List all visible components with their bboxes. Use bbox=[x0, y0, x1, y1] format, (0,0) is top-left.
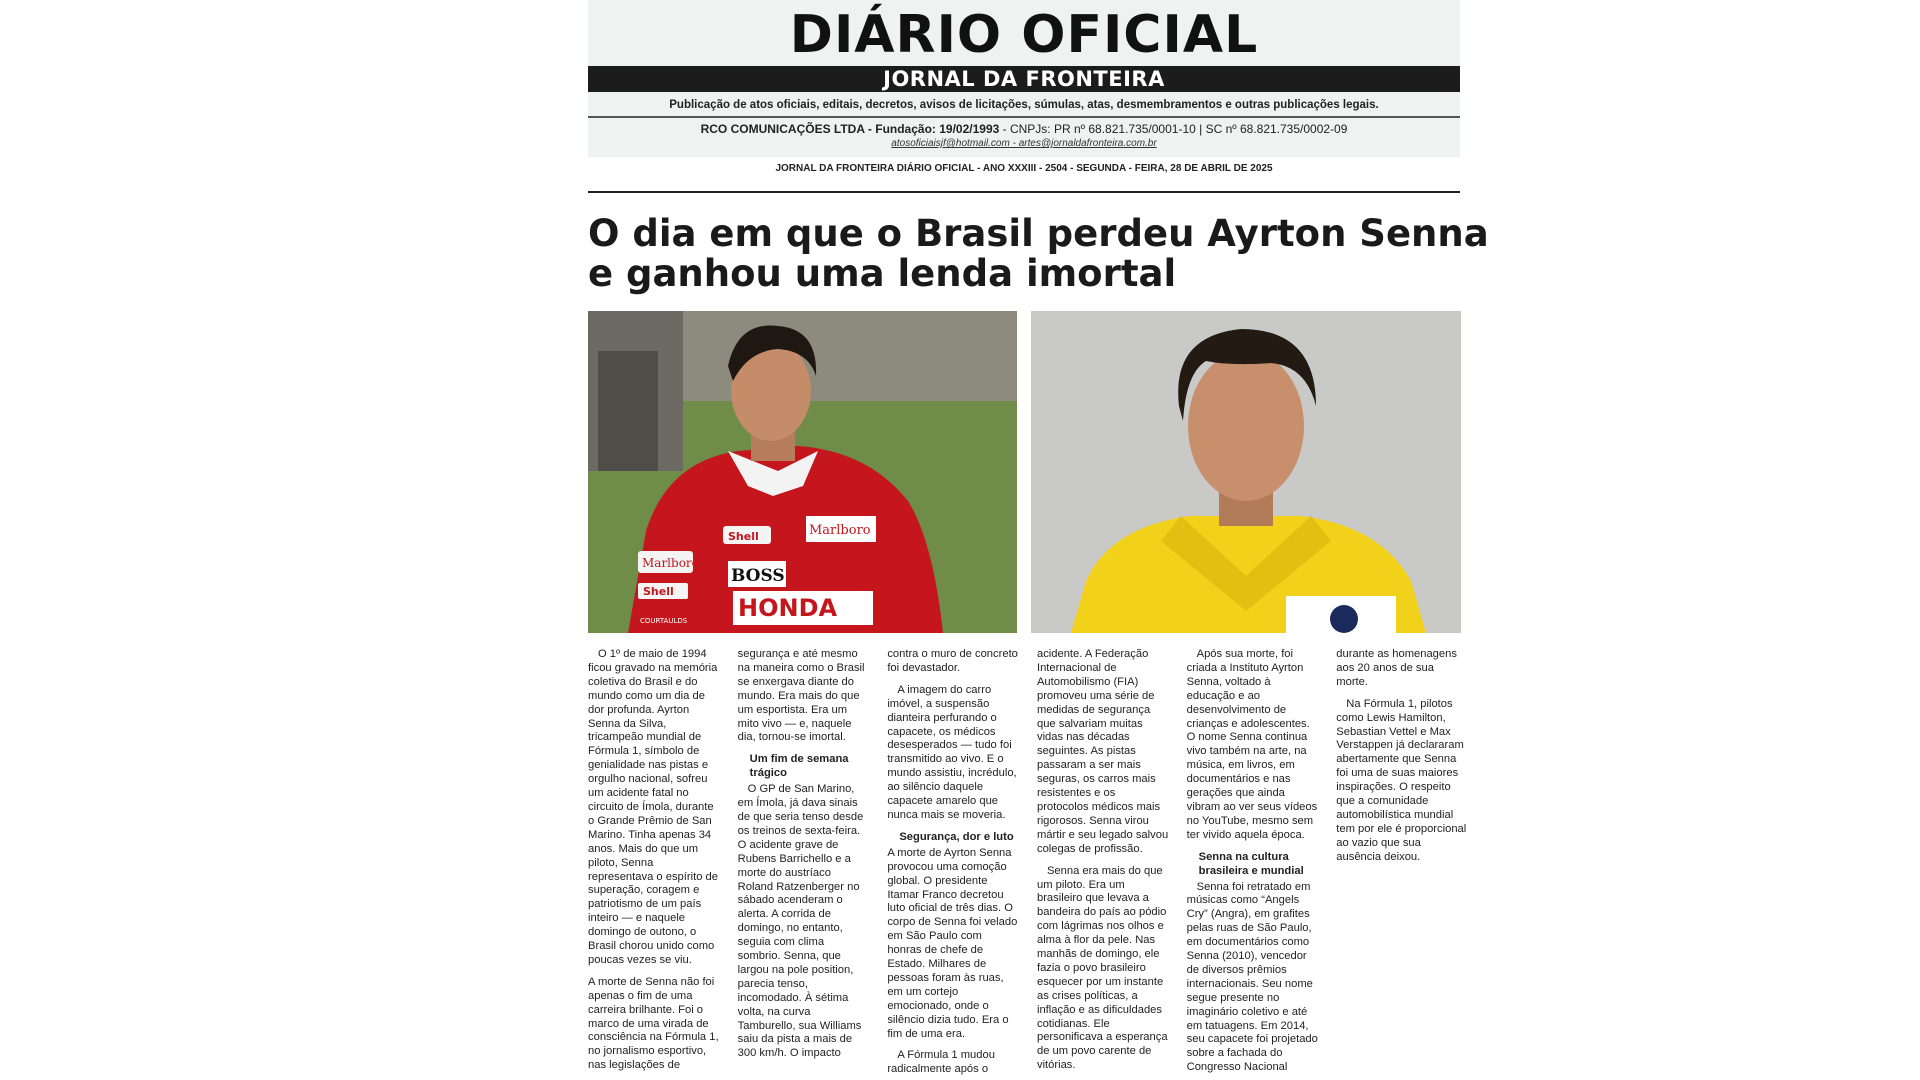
photo-senna-red-suit bbox=[588, 311, 1017, 633]
paragraph: A morte de Ayrton Senna provocou uma comoção global. O presidente Itamar Franco decretou luto oficial de três dias. O corpo de Senna foi velado em São Paulo com honras de chefe de Estado. Milhares de pessoas foram às ruas, em um cortejo emocionado, onde o silêncio dizia tudo. Era o fim de uma era. bbox=[887, 846, 1018, 1040]
masthead-divider bbox=[588, 116, 1460, 118]
paragraph: O GP de San Marino, em Ímola, já dava sinais de que seria tenso desde os treinos de sexta-feira. O acidente grave de Rubens Barrichello e a morte do austríaco Roland Ratzenberger no sábado acenderam o alerta. A corrida de domingo, no entanto, seguia com clima sombrio. Senna, que largou na pole position, parecia tenso, incomodado. À sétima volta, na curva Tamburello, sua Williams saiu da pista a mais de 300 km/h. O impacto contra o muro de concreto foi devastador. bbox=[737, 648, 1018, 1060]
company-line bbox=[588, 122, 1460, 137]
cnpj-numbers: - CNPJs: PR nº 68.821.735/0001-10 | SC nº 68.821.735/0002-09 bbox=[999, 122, 1348, 136]
suit-logo-marlboro-right: Marlboro bbox=[809, 523, 871, 538]
suit-logo-shell-left: Shell bbox=[643, 585, 674, 598]
paragraph: Após sua morte, foi criada a Instituto Ayrton Senna, voltado à educação e ao desenvolvimento de crianças e adolescentes. O nome Senna continua vivo também na arte, na música, em livros, em documentários e nas gerações que ainda vibram ao ver seus vídeos no YouTube, mesmo sem ter vivido aquela época. bbox=[1186, 648, 1318, 841]
publication-line: Publicação de atos oficiais, editais, decretos, avisos de licitações, súmulas, atas, desmembramentos e outras publicações legais. bbox=[669, 99, 1379, 111]
paragraph: Na Fórmula 1, pilotos como Lewis Hamilton, Sebastian Vettel e Max Verstappen já declararam abertamente que Senna foi uma de suas maiores inspirações. O respeito que a comunidade automobilística mundial tem por ele é proporcional ao vazio que sua ausência deixou. bbox=[1336, 697, 1467, 863]
photo-senna-yellow-suit bbox=[1031, 311, 1461, 633]
subheading: Segurança, dor e luto bbox=[899, 830, 1014, 843]
suit-logo-marlboro-left: Marlboro bbox=[642, 556, 699, 570]
issue-line: JORNAL DA FRONTEIRA DIÁRIO OFICIAL - ANO XXXIII - 2504 - SEGUNDA - FEIRA, 28 DE ABRIL DE 2025 bbox=[775, 163, 1273, 174]
article-body bbox=[588, 648, 1468, 1080]
header-divider bbox=[588, 191, 1460, 193]
paragraph: Senna foi retratado em músicas como “Angels Cry” (Angra), em grafites pelas ruas de São Paulo, em documentários como Senna (2010), vencedor de diversos prêmios internacionais. Seu nome segue presente no imaginário coletivo e até em tatuagens. Em 2014, seu capacete foi projetado sobre a fachada do Congresso Nacional durante as homenagens aos 20 anos de sua morte. bbox=[1186, 648, 1457, 1074]
suit-logo-honda: HONDA bbox=[738, 594, 838, 622]
masthead-subtitle: JORNAL DA FRONTEIRA bbox=[588, 66, 1460, 92]
suit-logo-courtaulds: COURTAULDS bbox=[640, 617, 688, 625]
paragraph: A imagem do carro imóvel, a suspensão dianteira perfurando o capacete, os médicos desesperados — tudo foi transmitido ao vivo. E o mundo assistiu, incrédulo, ao silêncio daquele capacete amarelo que nunca mais se moveria. bbox=[887, 683, 1017, 821]
paragraph: O 1º de maio de 1994 ficou gravado na memória coletiva do Brasil e do mundo como um dia de dor profunda. Ayrton Senna da Silva, tricampeão mundial de Fórmula 1, símbolo de genialidade nas pistas e orgulho nacional, sofreu um acidente fatal no circuito de Ímola, durante o Grande Prêmio de San Marino. Tinha apenas 34 anos. Mais do que um piloto, Senna representava o espírito de superação, coragem e patriotismo de um país inteiro — e naquele domingo de outono, o Brasil chorou unido como poucas vezes se viu. bbox=[588, 648, 718, 966]
suit-logo-shell-center: Shell bbox=[728, 530, 759, 543]
photo-senna-yellow-suit-illustration bbox=[1031, 311, 1461, 633]
subheading: Um fim de semana trágico bbox=[749, 753, 849, 780]
masthead-title: DIÁRIO OFICIAL bbox=[789, 5, 1259, 65]
paragraph: A morte de Senna não foi apenas o fim de uma carreira brilhante. Foi o marco de uma virada de consciência na Fórmula 1, no jornalismo esportivo, nas legislações de segurança e até mesmo na maneira como o Brasil se enxergava diante do mundo. Era mais do que um esportista. Era um mito vivo — e, naquele dia, tornou-se imortal. bbox=[588, 648, 865, 1072]
subheading: Senna na cultura brasileira e mundial bbox=[1198, 850, 1304, 877]
company-name: RCO COMUNICAÇÕES LTDA - Fundação: 19/02/1993 bbox=[700, 122, 1000, 136]
paragraph: Senna era mais do que um piloto. Era um brasileiro que levava a bandeira do país ao pódio com lágrimas nos olhos e alma à flor da pele. Nas manhãs de domingo, ele fazia o povo brasileiro esquecer por um instante as crises políticas, a inflação e as dificuldades cotidianas. Ele personificava a esperança de um povo carente de vitórias. bbox=[1036, 864, 1168, 1072]
suit-logo-boss: BOSS bbox=[731, 566, 785, 586]
article-headline: O dia em que o Brasil perdeu Ayrton Senna e ganhou uma lenda imortal bbox=[588, 212, 1489, 295]
paragraph: A Fórmula 1 mudou radicalmente após o acidente. A Federação Internacional de Automobilismo (FIA) promoveu uma série de medidas de segurança que salvariam muitas vidas nas décadas seguintes. As pistas passaram a ser mais seguras, os carros mais resistentes e os protocolos médicos mais rigorosos. Senna virou mártir e seu legado salvou colegas de profissão. bbox=[887, 648, 1169, 1076]
contact-emails[interactable]: atosoficiaisjf@hotmail.com - artes@jornaldafronteira.com.br bbox=[891, 138, 1157, 149]
masthead bbox=[588, 0, 1460, 157]
photo-senna-red-suit-illustration bbox=[588, 311, 1017, 633]
